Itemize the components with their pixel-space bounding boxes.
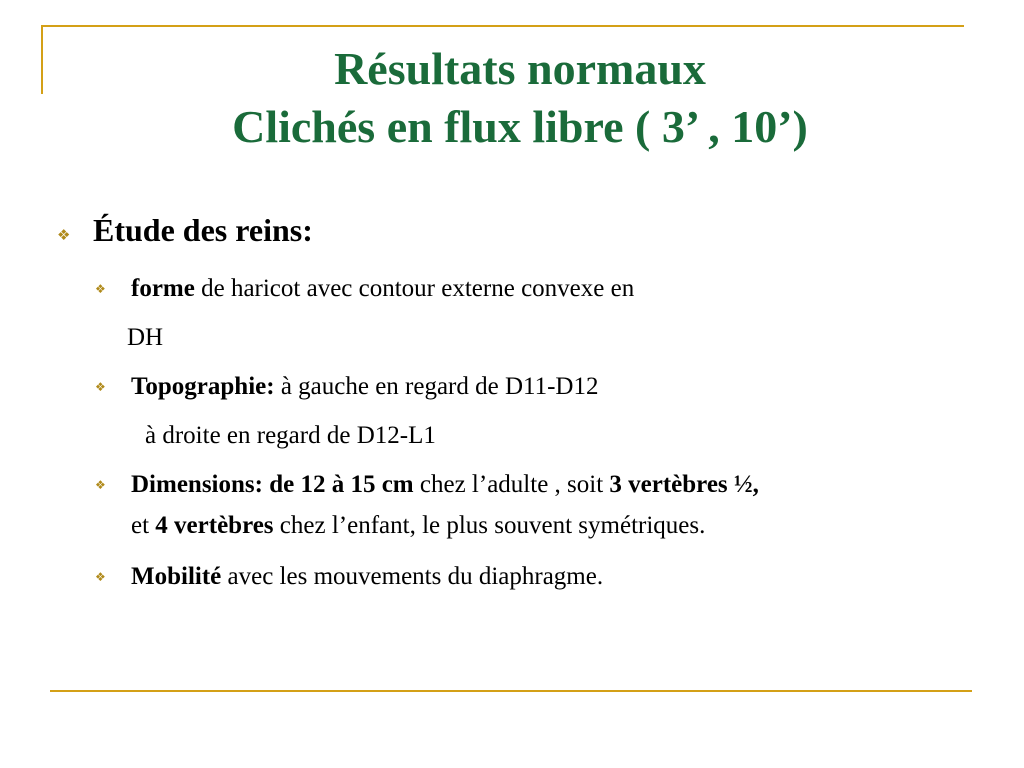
diamond-bullet-icon: ❖	[95, 282, 106, 296]
item-bold-label: Topographie:	[131, 373, 275, 400]
diamond-bullet-icon: ❖	[95, 478, 106, 492]
top-decorative-line	[41, 25, 964, 27]
list-item-topographie	[131, 367, 599, 407]
list-item-dimensions	[131, 465, 759, 505]
continuation-bold: 4 vertèbres	[155, 512, 274, 539]
item-bold-value: 3 vertèbres ½,	[609, 471, 759, 498]
title-line-1: Résultats normaux	[334, 43, 706, 94]
diamond-bullet-icon: ❖	[95, 380, 106, 394]
list-item-continuation	[131, 506, 705, 546]
list-item-continuation: DH	[127, 324, 164, 351]
continuation-post: chez l’enfant, le plus souvent symétriques.	[273, 512, 706, 539]
continuation-pre: et	[131, 512, 156, 539]
diamond-bullet-icon: ❖	[95, 570, 106, 584]
list-item-mobilite	[131, 557, 603, 597]
left-decorative-line	[41, 25, 43, 94]
slide-title	[60, 40, 980, 156]
item-bold-label: Dimensions: de 12 à 15 cm	[131, 471, 414, 498]
item-text: avec les mouvements du diaphragme.	[221, 563, 604, 590]
section-heading: Étude des reins:	[93, 212, 313, 248]
item-text: à gauche en regard de D11-D12	[274, 373, 599, 400]
bottom-decorative-line	[50, 690, 972, 692]
title-line-2: Clichés en flux libre ( 3’ , 10’)	[232, 101, 808, 152]
list-item-forme	[131, 269, 634, 309]
item-text: chez l’adulte , soit	[413, 471, 610, 498]
item-text: de haricot avec contour externe convexe en	[194, 275, 635, 302]
item-bold-label: forme	[131, 275, 195, 302]
list-item-continuation: à droite en regard de D12-L1	[145, 422, 436, 449]
diamond-bullet-icon: ❖	[57, 226, 71, 244]
item-bold-label: Mobilité	[131, 563, 222, 590]
